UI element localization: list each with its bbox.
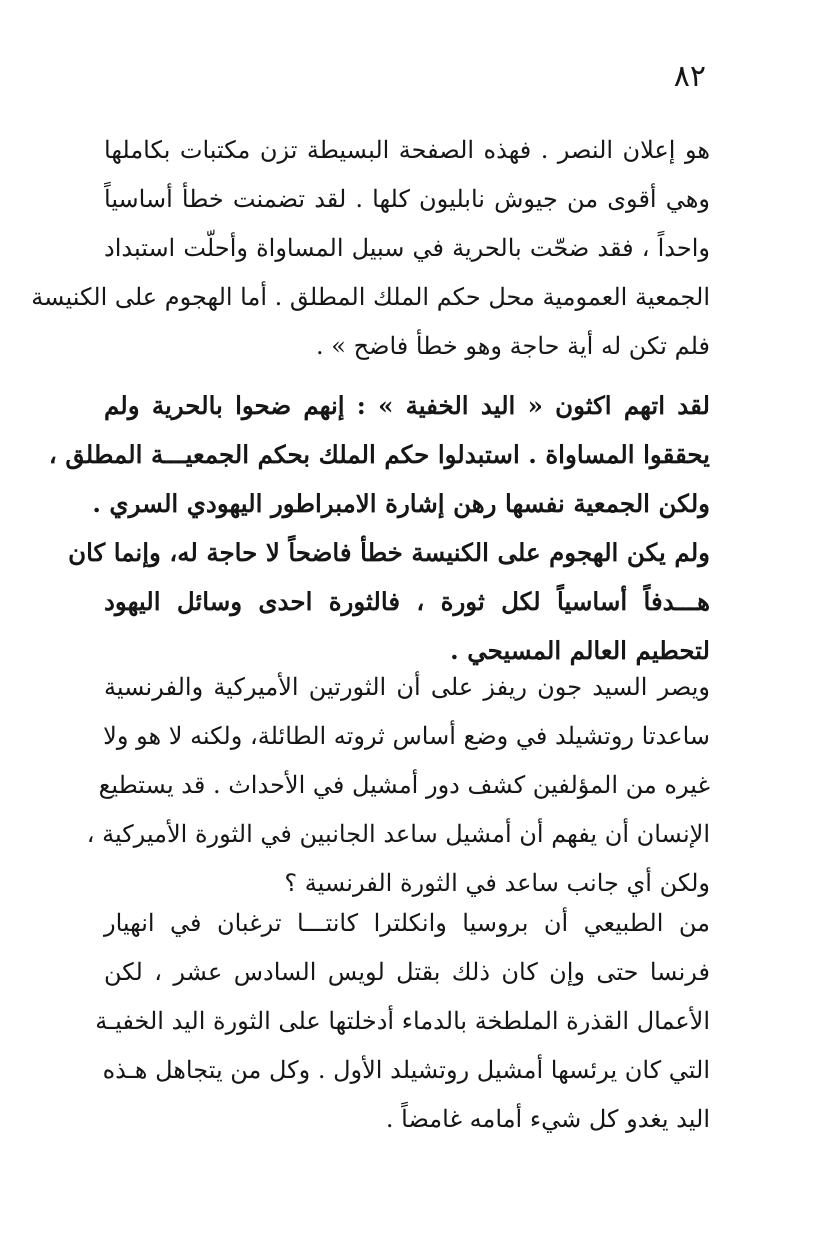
text-line: هـــدفاً أساسياً لكل ثورة ، فالثورة احدى وسائل اليهود bbox=[104, 587, 710, 616]
text-line: من الطبيعي أن بروسيا وانكلترا كانتـــا ترغبان في انهيار bbox=[104, 909, 710, 937]
text-line: هو إعلان النصر . فهذه الصفحة البسيطة تزن مكتبات بكاملها bbox=[104, 136, 710, 164]
paragraph-3 bbox=[86, 663, 710, 908]
text-line: يحققوا المساواة . استبدلوا حكم الملك بحكم الجمعيـــة المطلق ، bbox=[48, 440, 710, 469]
text-line: غيره من المؤلفين كشف دور أمشيل في الأحداث . قد يستطيع bbox=[98, 771, 710, 799]
text-line: التي كان يرئسها أمشيل روتشيلد الأول . وكل من يتجاهل هـذه bbox=[102, 1056, 710, 1084]
text-line: الجمعية العمومية محل حكم الملك المطلق . أما الهجوم على الكنيسة bbox=[31, 283, 710, 311]
text-line: اليد يغدو كل شيء أمامه غامضاً . bbox=[385, 1105, 710, 1133]
text-line: لقد اتهم اكثون « اليد الخفية » : إنهم ضحوا بالحرية ولم bbox=[104, 391, 710, 420]
text-line: لتحطيم العالم المسيحي . bbox=[450, 636, 710, 665]
text-line: ساعدتا روتشيلد في وضع أساس ثروته الطائلة، ولكنه لا هو ولا bbox=[103, 722, 710, 750]
text-line: ويصر السيد جون ريفز على أن الثورتين الأميركية والفرنسية bbox=[104, 673, 710, 701]
text-line: ولم يكن الهجوم على الكنيسة خطأ فاضحاً لا حاجة له، وإنما كان bbox=[68, 538, 710, 567]
paragraph-2-bold bbox=[48, 381, 710, 675]
text-line: فلم تكن له أية حاجة وهو خطأ فاضح » . bbox=[316, 332, 710, 360]
text-line: ولكن أي جانب ساعد في الثورة الفرنسية ؟ bbox=[284, 869, 710, 897]
text-line: الأعمال القذرة الملطخة بالدماء أدخلتها على الثورة اليد الخفيـة bbox=[95, 1007, 710, 1035]
text-line: وهي أقوى من جيوش نابليون كلها . لقد تضمنت خطأ أساسياً bbox=[104, 185, 710, 213]
page-number: ٨٢ bbox=[673, 59, 706, 94]
paragraph-1 bbox=[31, 126, 710, 371]
paragraph-4 bbox=[95, 899, 710, 1144]
text-line: الإنسان أن يفهم أن أمشيل ساعد الجانبين في الثورة الأميركية ، bbox=[86, 820, 710, 848]
text-line: ولكن الجمعية نفسها رهن إشارة الامبراطور اليهودي السري . bbox=[92, 489, 710, 518]
text-line: فرنسا حتى وإن كان ذلك بقتل لويس السادس عشر ، لكن bbox=[104, 958, 710, 986]
text-line: واحداً ، فقد ضحّت بالحرية في سبيل المساواة وأحلّت استبداد bbox=[104, 234, 710, 262]
